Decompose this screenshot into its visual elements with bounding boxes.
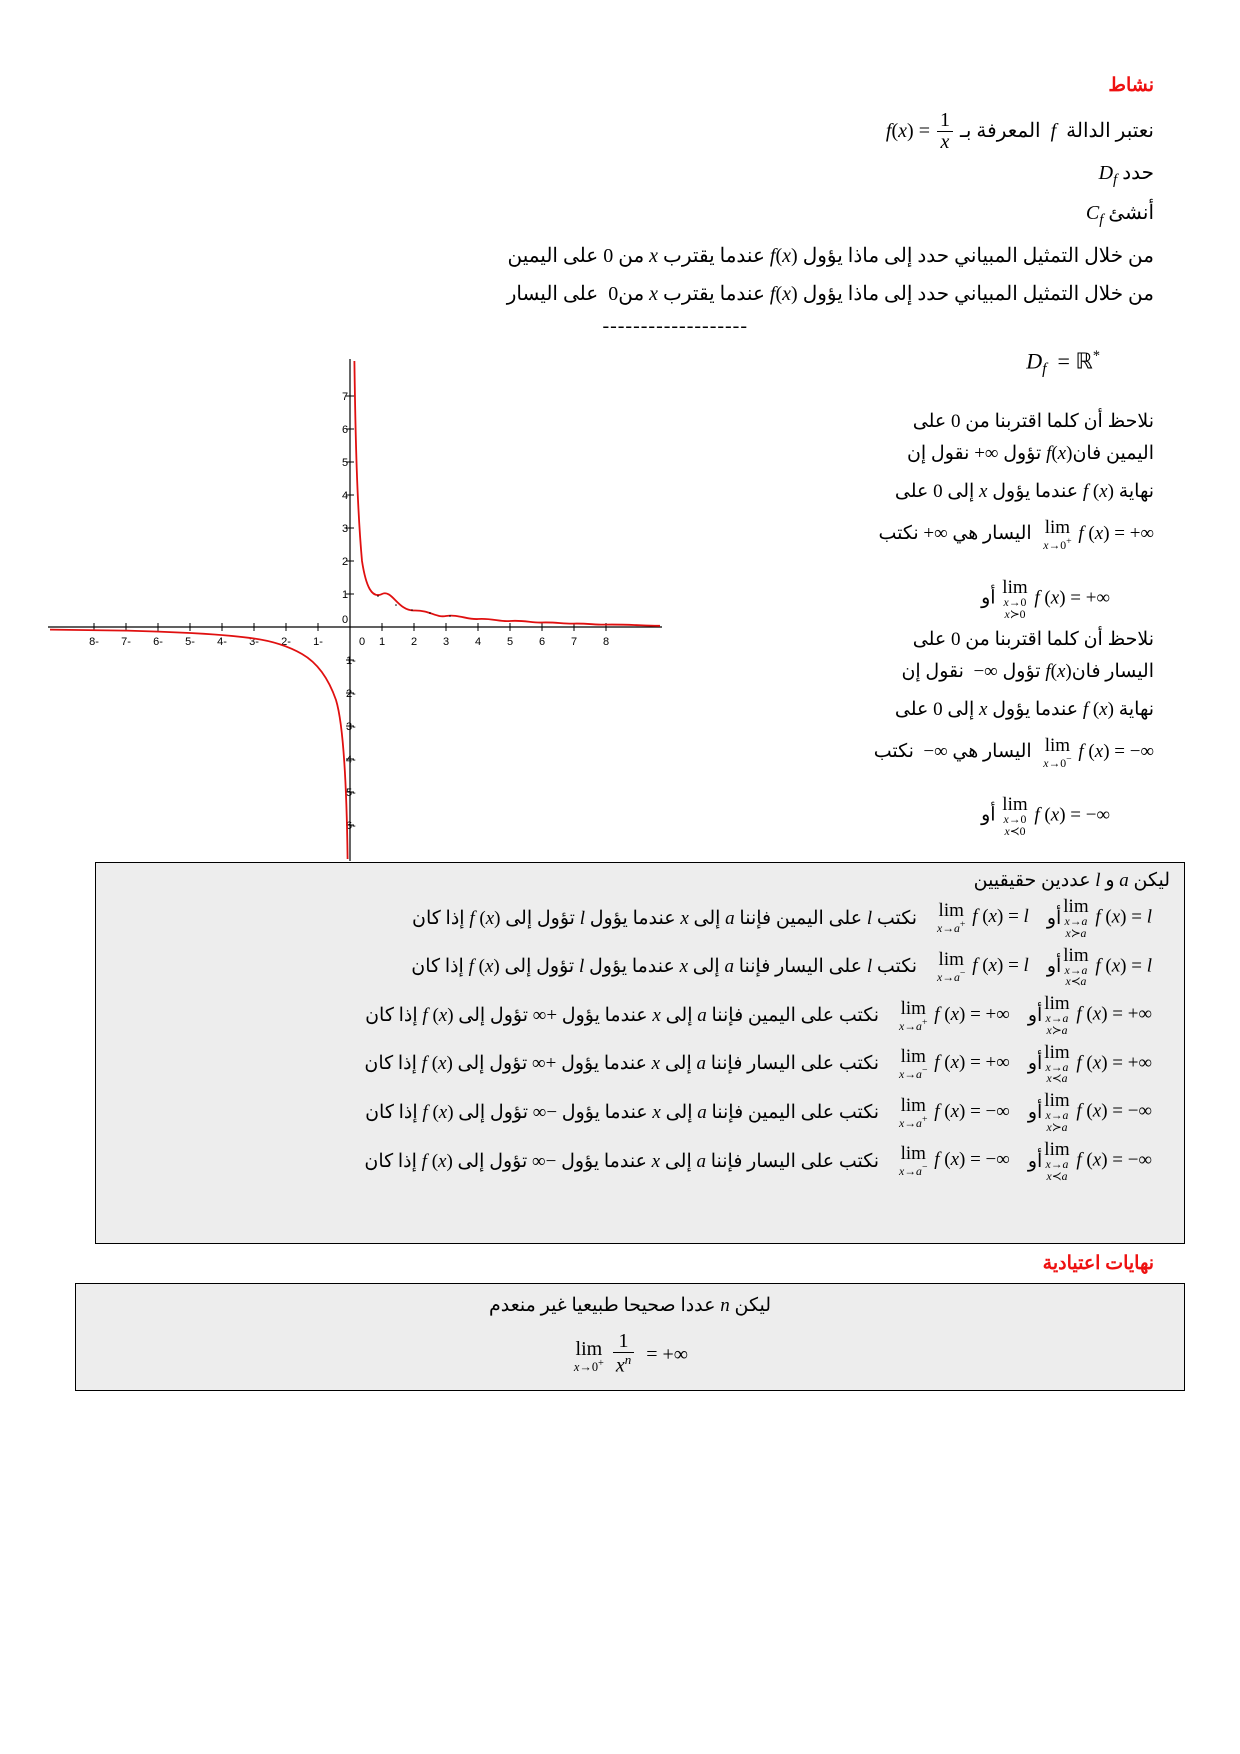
comment-left-2 xyxy=(901,660,1154,683)
q2-part3: من0 على اليسار xyxy=(506,283,645,305)
rule-row xyxy=(96,1040,1184,1089)
comment-left-3 xyxy=(895,698,1154,721)
definitions-box xyxy=(95,862,1185,1244)
determine-domain-line xyxy=(1099,160,1154,189)
comment-right-3 xyxy=(895,480,1154,503)
graph-svg xyxy=(40,355,670,865)
svg-text:-1: -1 xyxy=(346,655,356,667)
curve-positive-branch xyxy=(354,361,660,626)
limit-right-math: lim x→0+ f (x) = +∞ xyxy=(1043,517,1154,552)
rule-or: أو xyxy=(1027,1102,1043,1124)
svg-text:-4: -4 xyxy=(346,754,356,766)
rules-intro-c: عددين حقيقيين xyxy=(973,870,1091,891)
comment-left-2-a: اليسار فان xyxy=(1071,661,1154,682)
svg-text:-8: -8 xyxy=(89,636,99,648)
comment-right-2 xyxy=(907,442,1154,465)
q2-x: x xyxy=(649,283,659,305)
comment-right-4-text: اليسار هي +∞ نكتب xyxy=(878,523,1037,545)
svg-text:0: 0 xyxy=(342,614,349,626)
usual-intro-n: n xyxy=(720,1295,730,1316)
q1-x: x xyxy=(649,245,659,267)
construct-curve-line xyxy=(1086,200,1154,229)
comment-right-3-c: إلى 0 على xyxy=(894,481,975,502)
comment-right-2-a: اليمين فان xyxy=(1072,443,1154,464)
rule-label: نكتب على اليمين فإننا a إلى x عندما يؤول ∞+ تؤول إلى f (x) إذا كان xyxy=(365,1004,880,1026)
q2-part2: عندما يقترب xyxy=(663,283,765,305)
hyperbola-graph xyxy=(40,355,670,865)
x-inline-2: x xyxy=(979,699,988,720)
construct-label: أنشئ xyxy=(1108,202,1154,224)
usual-intro-b: عددا صحيحا طبيعيا غير منعدم xyxy=(489,1295,716,1316)
svg-text:-6: -6 xyxy=(346,820,356,832)
definition-line xyxy=(886,110,1154,153)
rule-math: lim x→a x≻a f (x) = +∞ xyxy=(1044,993,1152,1037)
rule-or: أو xyxy=(1046,956,1062,978)
comment-right-2-b: تؤول +∞ نقول إن xyxy=(906,443,1042,464)
rule-math-alt: lim x→a− f (x) = l xyxy=(937,948,1029,984)
curve-dots xyxy=(377,595,451,617)
q2-part1: من خلال التمثيل المبياني حدد إلى ماذا يؤول xyxy=(802,283,1154,305)
svg-text:3: 3 xyxy=(342,523,349,535)
rule-math-alt: lim x→a+ f (x) = l xyxy=(937,900,1029,936)
fx-inline-4: f (x) xyxy=(1082,699,1114,720)
svg-text:3: 3 xyxy=(442,636,450,648)
comment-left-2-b: تؤول −∞ نقول إن xyxy=(901,661,1041,682)
svg-text:-5: -5 xyxy=(185,636,195,648)
svg-text:5: 5 xyxy=(506,636,514,648)
domain-symbol: $D_f$ xyxy=(1098,162,1118,188)
question-right-limit xyxy=(507,243,1154,268)
fx-inline-3: f(x) xyxy=(1045,661,1072,682)
rule-math: lim x→a x≺a f (x) = l xyxy=(1063,944,1152,989)
domain-answer xyxy=(1026,348,1100,379)
svg-text:2: 2 xyxy=(410,636,418,648)
rule-math-alt: lim x→a+ f (x) = −∞ xyxy=(899,1094,1010,1130)
determine-label: حدد xyxy=(1122,162,1154,184)
comment-left-1: نلاحظ أن كلما اقتربنا من 0 على xyxy=(912,629,1154,650)
rule-row xyxy=(96,894,1184,943)
rule-row xyxy=(96,991,1184,1040)
or-label-2: أو xyxy=(981,804,996,826)
svg-text:-7: -7 xyxy=(121,636,131,648)
fx-inline-2: f (x) xyxy=(1082,481,1114,502)
comment-left-4 xyxy=(874,736,1154,770)
rule-math: lim x→a x≺a f (x) = −∞ xyxy=(1044,1138,1152,1183)
svg-text:1: 1 xyxy=(342,589,349,601)
comment-right-1: نلاحظ أن كلما اقتربنا من 0 على xyxy=(912,411,1154,432)
rules-intro-b: و xyxy=(1105,870,1115,891)
comment-left-3-c: إلى 0 على xyxy=(894,699,975,720)
svg-text:2: 2 xyxy=(342,556,349,568)
q2-fx: f(x) xyxy=(769,283,798,305)
svg-text:0: 0 xyxy=(358,636,366,648)
limit-left-math-alt: lim x→0 x≺0 f (x) = −∞ xyxy=(1002,794,1110,838)
rule-label: نكتب l على اليمين فإننا a إلى x عندما يؤول l تؤول إلى f (x) إذا كان xyxy=(412,907,918,929)
usual-limits-formula: lim x→0+ $\frac{1}{x^n}$ = +∞ xyxy=(573,1330,689,1377)
rule-label: نكتب على اليمين فإننا a إلى x عندما يؤول ∞− تؤول إلى f (x) إذا كان xyxy=(365,1102,880,1124)
comment-right-5 xyxy=(981,578,1110,621)
domain-answer-math: $D_f$ = ℝ* xyxy=(1026,348,1100,378)
rule-math-alt: lim x→a− f (x) = +∞ xyxy=(899,1046,1010,1082)
x-tick-labels xyxy=(89,636,609,648)
svg-text:6: 6 xyxy=(538,636,546,648)
svg-text:1: 1 xyxy=(378,636,386,648)
comment-right-3-a: نهاية xyxy=(1118,481,1154,502)
definition-mid: المعرفة بـ xyxy=(959,120,1041,142)
usual-limits-box xyxy=(75,1283,1185,1391)
definition-formula: f(x) = $\frac{1}{x}$ xyxy=(886,110,955,153)
rules-intro xyxy=(96,863,1184,894)
rule-math-alt: lim x→a− f (x) = −∞ xyxy=(899,1143,1010,1179)
rule-label: نكتب على اليسار فإننا a إلى x عندما يؤول ∞− تؤول إلى f (x) إذا كان xyxy=(364,1150,880,1172)
x-inline-1: x xyxy=(979,481,988,502)
question-left-limit xyxy=(507,281,1154,306)
function-symbol-f: f xyxy=(1045,120,1062,142)
comment-left-4-text: اليسار هي −∞ نكتب xyxy=(873,741,1037,763)
svg-text:7: 7 xyxy=(570,636,578,648)
rule-row xyxy=(96,1088,1184,1137)
curve-symbol: $C_f$ xyxy=(1085,202,1104,228)
comment-left-5 xyxy=(981,795,1110,838)
rules-intro-l-sym: l xyxy=(1095,870,1101,891)
svg-text:6: 6 xyxy=(342,424,349,436)
rule-label: نكتب l على اليسار فإننا a إلى x عندما يؤول l تؤول إلى f (x) إذا كان xyxy=(411,956,918,978)
svg-text:-3: -3 xyxy=(346,721,356,733)
comment-left-3-b: عندما يؤول xyxy=(992,699,1079,720)
q1-fx: f(x) xyxy=(769,245,798,267)
comment-right-3-b: عندما يؤول xyxy=(992,481,1079,502)
rule-or: أو xyxy=(1027,1150,1043,1172)
svg-text:-2: -2 xyxy=(281,636,291,648)
svg-text:4: 4 xyxy=(474,636,482,648)
rule-math: lim x→a x≻a f (x) = −∞ xyxy=(1044,1090,1152,1135)
fx-inline-1: f(x) xyxy=(1046,443,1073,464)
svg-text:8: 8 xyxy=(602,636,610,648)
usual-limits-heading: نهايات اعتيادية xyxy=(1042,1253,1154,1274)
activity-heading: نشاط xyxy=(1108,75,1154,96)
usual-intro-a: ليكن xyxy=(734,1295,771,1316)
rule-math-alt: lim x→a+ f (x) = +∞ xyxy=(899,997,1010,1033)
svg-text:-1: -1 xyxy=(313,636,323,648)
separator-dashes: ------------------- xyxy=(602,315,748,337)
rule-or: أو xyxy=(1046,907,1062,929)
curve-negative-branch xyxy=(50,630,348,859)
svg-text:-5: -5 xyxy=(346,787,356,799)
limit-right-math-alt: lim x→0 x≻0 f (x) = +∞ xyxy=(1002,577,1110,621)
rule-row xyxy=(96,943,1184,992)
comment-right-4 xyxy=(878,518,1154,552)
rule-or: أو xyxy=(1027,1004,1043,1026)
svg-text:4: 4 xyxy=(342,490,349,502)
q1-part1: من خلال التمثيل المبياني حدد إلى ماذا يؤول xyxy=(802,245,1154,267)
q1-part3: من 0 على اليمين xyxy=(507,245,645,267)
svg-text:-3: -3 xyxy=(249,636,259,648)
definition-prefix: نعتبر الدالة xyxy=(1066,120,1154,142)
svg-text:-2: -2 xyxy=(346,688,356,700)
rule-label: نكتب على اليسار فإننا a إلى x عندما يؤول ∞+ تؤول إلى f (x) إذا كان xyxy=(364,1053,880,1075)
or-label-1: أو xyxy=(981,587,996,609)
rule-or: أو xyxy=(1027,1053,1043,1075)
comment-left-3-a: نهاية xyxy=(1118,699,1154,720)
svg-text:-6: -6 xyxy=(153,636,163,648)
rule-math: lim x→a x≺a f (x) = +∞ xyxy=(1044,1041,1152,1086)
usual-limits-intro xyxy=(76,1284,1184,1317)
svg-text:7: 7 xyxy=(342,391,349,403)
svg-text:-4: -4 xyxy=(217,636,227,648)
rules-intro-a: ليكن xyxy=(1133,870,1170,891)
q1-part2: عندما يقترب xyxy=(663,245,765,267)
rule-row xyxy=(96,1137,1184,1186)
svg-text:5: 5 xyxy=(342,457,349,469)
rule-math: lim x→a x≻a f (x) = l xyxy=(1063,896,1152,940)
limit-left-math: lim x→0− f (x) = −∞ xyxy=(1043,735,1154,770)
rules-intro-a-sym: a xyxy=(1119,870,1129,891)
